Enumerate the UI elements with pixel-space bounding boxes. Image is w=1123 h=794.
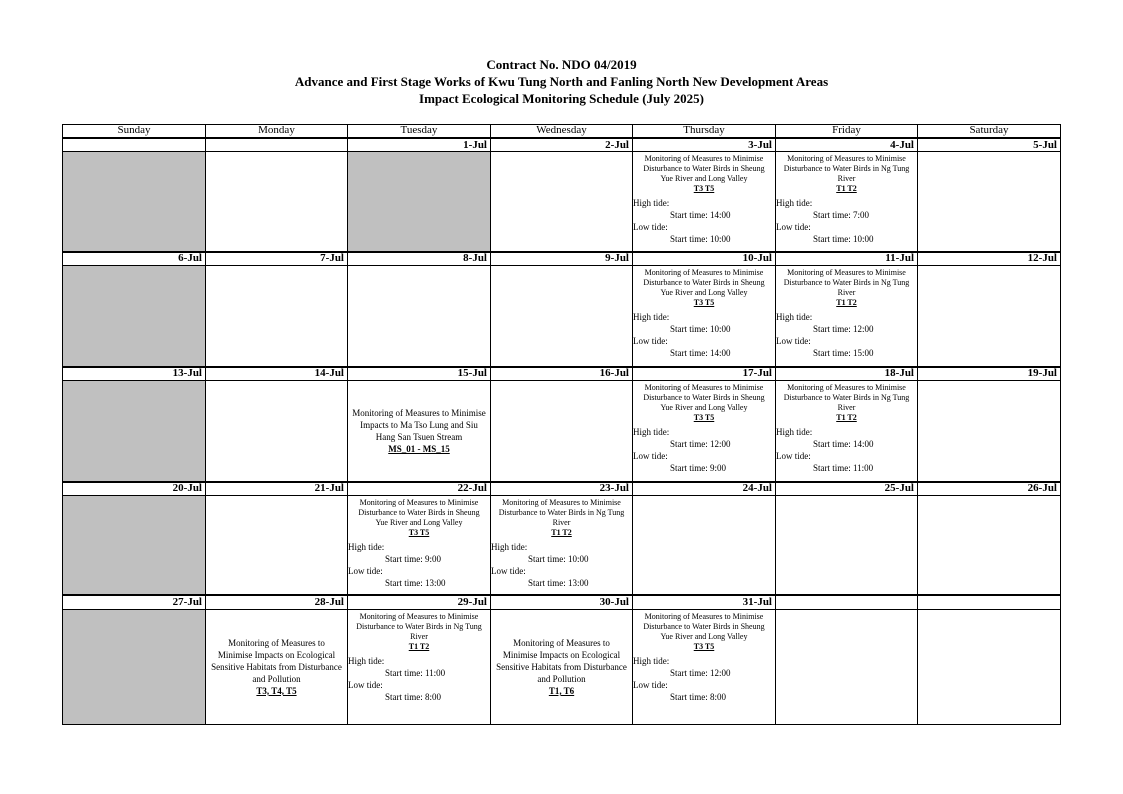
date-number: 24-Jul bbox=[633, 482, 776, 496]
start-time-prefix: Start time: bbox=[385, 691, 425, 702]
date-number: 9-Jul bbox=[491, 252, 633, 266]
calendar-body bbox=[63, 138, 1061, 725]
day-cell-shaded bbox=[63, 266, 206, 367]
day-cell bbox=[491, 266, 633, 367]
start-time-prefix: Start time: bbox=[528, 553, 568, 564]
day-cell bbox=[348, 609, 491, 724]
start-time-value: 14:00 bbox=[710, 210, 731, 221]
transect-group: T1 T2 bbox=[836, 298, 857, 308]
week-row bbox=[63, 266, 1061, 367]
activity-title: Monitoring of Measures to Minimise Disturbance to Water Birds in Ng Tung River bbox=[356, 611, 482, 641]
transect-group: T1 T2 bbox=[836, 412, 857, 422]
day-cell bbox=[776, 495, 918, 595]
high-tide-start-time bbox=[633, 209, 775, 221]
start-time-value: 10:00 bbox=[568, 553, 589, 564]
date-row bbox=[63, 595, 1061, 609]
date-number: 15-Jul bbox=[348, 367, 491, 381]
high-tide-start-time bbox=[348, 667, 490, 679]
date-number: 14-Jul bbox=[206, 367, 348, 381]
activity-title: Monitoring of Measures to Minimise Disturbance to Water Birds in Ng Tung River bbox=[498, 497, 625, 527]
high-tide-start-time bbox=[776, 323, 917, 335]
week-row bbox=[63, 495, 1061, 595]
day-cell-shaded bbox=[63, 380, 206, 481]
date-number bbox=[776, 595, 918, 609]
start-time-prefix: Start time: bbox=[670, 324, 710, 335]
activity-title: Monitoring of Measures to Minimise Disturbance to Water Birds in Sheung Yue River and Long Valley bbox=[358, 497, 480, 527]
date-number: 21-Jul bbox=[206, 482, 348, 496]
start-time-value: 11:00 bbox=[425, 667, 446, 678]
low-tide-label: Low tide: bbox=[776, 222, 811, 233]
high-tide-label: High tide: bbox=[633, 312, 670, 323]
low-tide-start-time bbox=[776, 462, 917, 474]
transect-group: T1 T2 bbox=[551, 527, 572, 537]
start-time-value: 12:00 bbox=[710, 667, 731, 678]
high-tide-label: High tide: bbox=[776, 426, 813, 437]
day-cell bbox=[776, 380, 918, 481]
start-time-value: 13:00 bbox=[425, 577, 446, 588]
start-time-value: 7:00 bbox=[853, 210, 870, 221]
day-cell bbox=[491, 152, 633, 252]
site-group: T3, T4, T5 bbox=[256, 685, 297, 696]
start-time-prefix: Start time: bbox=[385, 667, 425, 678]
week-row bbox=[63, 380, 1061, 481]
transect-group: T1 T2 bbox=[408, 641, 430, 651]
start-time-prefix: Start time: bbox=[813, 234, 853, 245]
day-cell bbox=[206, 609, 348, 724]
start-time-prefix: Start time: bbox=[670, 234, 710, 245]
start-time-prefix: Start time: bbox=[813, 438, 853, 449]
high-tide-label: High tide: bbox=[348, 541, 385, 552]
project-title: Advance and First Stage Works of Kwu Tung North and Fanling North New Development Areas bbox=[294, 74, 829, 89]
start-time-value: 9:00 bbox=[710, 462, 727, 473]
transect-group: T3 T5 bbox=[693, 412, 715, 422]
activity-title: Monitoring of Measures to Minimise Impacts to Ma Tso Lung and Siu Hang San Tsuen Stream bbox=[352, 407, 486, 442]
start-time-prefix: Start time: bbox=[528, 577, 568, 588]
activity-title: Monitoring of Measures to Minimise Disturbance to Water Birds in Sheung Yue River and Long Valley bbox=[643, 611, 765, 641]
day-cell bbox=[206, 380, 348, 481]
low-tide-label: Low tide: bbox=[776, 336, 811, 347]
activity-title: Monitoring of Measures to Minimise Disturbance to Water Birds in Sheung Yue River and Long Valley bbox=[643, 382, 765, 412]
activity-block bbox=[348, 496, 490, 538]
low-tide-label: Low tide: bbox=[348, 565, 383, 576]
start-time-prefix: Start time: bbox=[670, 438, 710, 449]
low-tide-label: Low tide: bbox=[776, 450, 811, 461]
day-cell bbox=[348, 495, 491, 595]
activity-block bbox=[206, 637, 347, 697]
high-tide-start-time bbox=[491, 553, 632, 565]
date-number: 6-Jul bbox=[63, 252, 206, 266]
low-tide-start-time bbox=[348, 577, 490, 589]
date-number: 20-Jul bbox=[63, 482, 206, 496]
date-row bbox=[63, 252, 1061, 266]
day-cell bbox=[206, 152, 348, 252]
activity-title: Monitoring of Measures to Minimise Disturbance to Water Birds in Sheung Yue River and Long Valley bbox=[643, 268, 765, 298]
start-time-value: 10:00 bbox=[710, 324, 731, 335]
weekday-thursday: Thursday bbox=[633, 125, 776, 139]
weekday-tuesday: Tuesday bbox=[348, 125, 491, 139]
date-number: 8-Jul bbox=[348, 252, 491, 266]
high-tide-start-time bbox=[348, 553, 490, 565]
start-time-value: 10:00 bbox=[710, 234, 731, 245]
weekday-header-row bbox=[63, 125, 1061, 139]
day-cell bbox=[918, 609, 1061, 724]
activity-block bbox=[633, 381, 775, 423]
day-cell bbox=[491, 495, 633, 595]
activity-title: Monitoring of Measures to Minimise Impacts on Ecological Sensitive Habitats from Disturbance and Pollution bbox=[496, 637, 627, 684]
start-time-prefix: Start time: bbox=[813, 348, 853, 359]
activity-block bbox=[776, 266, 917, 308]
date-number: 23-Jul bbox=[491, 482, 633, 496]
day-cell bbox=[633, 380, 776, 481]
date-row bbox=[63, 482, 1061, 496]
day-cell bbox=[206, 495, 348, 595]
transect-group: T3 T5 bbox=[408, 527, 430, 537]
day-cell bbox=[776, 609, 918, 724]
high-tide-label: High tide: bbox=[633, 655, 670, 666]
day-cell-shaded bbox=[63, 152, 206, 252]
date-number: 10-Jul bbox=[633, 252, 776, 266]
high-tide-label: High tide: bbox=[776, 312, 813, 323]
date-number: 26-Jul bbox=[918, 482, 1061, 496]
date-number: 31-Jul bbox=[633, 595, 776, 609]
contract-title: Contract No. NDO 04/2019 bbox=[486, 57, 637, 72]
date-number: 4-Jul bbox=[776, 138, 918, 152]
calendar-table bbox=[62, 124, 1061, 725]
start-time-prefix: Start time: bbox=[385, 553, 425, 564]
low-tide-label: Low tide: bbox=[633, 336, 668, 347]
day-cell bbox=[776, 266, 918, 367]
low-tide-label: Low tide: bbox=[491, 565, 526, 576]
date-number: 17-Jul bbox=[633, 367, 776, 381]
low-tide-start-time bbox=[633, 691, 775, 703]
activity-block bbox=[633, 152, 775, 194]
start-time-value: 11:00 bbox=[853, 462, 874, 473]
activity-title: Monitoring of Measures to Minimise Disturbance to Water Birds in Ng Tung River bbox=[783, 268, 910, 298]
start-time-prefix: Start time: bbox=[670, 462, 710, 473]
date-number bbox=[918, 595, 1061, 609]
transect-group: T3 T5 bbox=[693, 298, 715, 308]
start-time-value: 8:00 bbox=[710, 691, 727, 702]
high-tide-start-time bbox=[633, 438, 775, 450]
date-number: 2-Jul bbox=[491, 138, 633, 152]
date-number: 11-Jul bbox=[776, 252, 918, 266]
start-time-prefix: Start time: bbox=[670, 667, 710, 678]
low-tide-start-time bbox=[633, 462, 775, 474]
activity-title: Monitoring of Measures to Minimise Disturbance to Water Birds in Ng Tung River bbox=[783, 382, 910, 412]
low-tide-start-time bbox=[491, 577, 632, 589]
day-cell bbox=[918, 495, 1061, 595]
date-number: 5-Jul bbox=[918, 138, 1061, 152]
weekday-sunday: Sunday bbox=[63, 125, 206, 139]
start-time-value: 8:00 bbox=[425, 691, 442, 702]
activity-block bbox=[776, 381, 917, 423]
weekday-monday: Monday bbox=[206, 125, 348, 139]
schedule-title: Impact Ecological Monitoring Schedule (July 2025) bbox=[419, 91, 704, 106]
date-number: 27-Jul bbox=[63, 595, 206, 609]
low-tide-label: Low tide: bbox=[633, 679, 668, 690]
start-time-prefix: Start time: bbox=[670, 691, 710, 702]
day-cell bbox=[918, 152, 1061, 252]
start-time-prefix: Start time: bbox=[670, 348, 710, 359]
high-tide-label: High tide: bbox=[633, 198, 670, 209]
start-time-prefix: Start time: bbox=[813, 210, 853, 221]
week-row bbox=[63, 152, 1061, 252]
start-time-value: 12:00 bbox=[853, 324, 874, 335]
date-number: 16-Jul bbox=[491, 367, 633, 381]
low-tide-label: Low tide: bbox=[633, 222, 668, 233]
date-number: 3-Jul bbox=[633, 138, 776, 152]
low-tide-start-time bbox=[348, 691, 490, 703]
high-tide-label: High tide: bbox=[776, 198, 813, 209]
day-cell bbox=[491, 380, 633, 481]
activity-block bbox=[633, 266, 775, 308]
start-time-value: 13:00 bbox=[568, 577, 589, 588]
date-number: 19-Jul bbox=[918, 367, 1061, 381]
date-number: 22-Jul bbox=[348, 482, 491, 496]
high-tide-label: High tide: bbox=[491, 541, 528, 552]
date-number bbox=[206, 138, 348, 152]
weekday-saturday: Saturday bbox=[918, 125, 1061, 139]
day-cell bbox=[776, 152, 918, 252]
start-time-value: 14:00 bbox=[710, 348, 731, 359]
activity-block bbox=[633, 610, 775, 652]
site-group: MS_01 - MS_15 bbox=[388, 443, 450, 454]
transect-group: T3 T5 bbox=[693, 184, 715, 194]
weekday-wednesday: Wednesday bbox=[491, 125, 633, 139]
low-tide-start-time bbox=[776, 347, 917, 359]
day-cell bbox=[206, 266, 348, 367]
activity-title: Monitoring of Measures to Minimise Impacts on Ecological Sensitive Habitats from Disturbance and Pollution bbox=[211, 637, 342, 684]
day-cell-shaded bbox=[348, 152, 491, 252]
day-cell bbox=[633, 266, 776, 367]
activity-title: Monitoring of Measures to Minimise Disturbance to Water Birds in Sheung Yue River and Long Valley bbox=[643, 154, 765, 184]
low-tide-start-time bbox=[633, 347, 775, 359]
day-cell bbox=[918, 266, 1061, 367]
start-time-value: 10:00 bbox=[853, 234, 874, 245]
date-number: 28-Jul bbox=[206, 595, 348, 609]
date-row bbox=[63, 367, 1061, 381]
date-number bbox=[63, 138, 206, 152]
low-tide-start-time bbox=[776, 233, 917, 245]
start-time-value: 15:00 bbox=[853, 348, 874, 359]
day-cell-shaded bbox=[63, 495, 206, 595]
date-number: 12-Jul bbox=[918, 252, 1061, 266]
site-group: T1, T6 bbox=[548, 685, 575, 696]
day-cell bbox=[348, 266, 491, 367]
start-time-prefix: Start time: bbox=[813, 324, 853, 335]
activity-block bbox=[776, 152, 917, 194]
day-cell bbox=[918, 380, 1061, 481]
day-cell bbox=[633, 152, 776, 252]
day-cell bbox=[633, 609, 776, 724]
transect-group: T1 T2 bbox=[836, 184, 857, 194]
day-cell-shaded bbox=[63, 609, 206, 724]
date-number: 18-Jul bbox=[776, 367, 918, 381]
date-number: 7-Jul bbox=[206, 252, 348, 266]
transect-group: T3 T5 bbox=[693, 641, 715, 651]
start-time-value: 12:00 bbox=[710, 438, 731, 449]
start-time-prefix: Start time: bbox=[813, 462, 853, 473]
start-time-value: 9:00 bbox=[425, 553, 442, 564]
weekday-friday: Friday bbox=[776, 125, 918, 139]
start-time-prefix: Start time: bbox=[385, 577, 425, 588]
activity-block bbox=[348, 407, 490, 455]
low-tide-label: Low tide: bbox=[348, 679, 383, 690]
low-tide-start-time bbox=[633, 233, 775, 245]
activity-block bbox=[491, 637, 632, 697]
date-number: 1-Jul bbox=[348, 138, 491, 152]
start-time-prefix: Start time: bbox=[670, 210, 710, 221]
day-cell bbox=[491, 609, 633, 724]
high-tide-start-time bbox=[776, 438, 917, 450]
high-tide-start-time bbox=[633, 667, 775, 679]
date-number: 29-Jul bbox=[348, 595, 491, 609]
day-cell bbox=[633, 495, 776, 595]
low-tide-label: Low tide: bbox=[633, 450, 668, 461]
date-row bbox=[63, 138, 1061, 152]
activity-title: Monitoring of Measures to Minimise Disturbance to Water Birds in Ng Tung River bbox=[783, 154, 910, 184]
start-time-value: 14:00 bbox=[853, 438, 874, 449]
week-row bbox=[63, 609, 1061, 724]
activity-block bbox=[348, 610, 490, 652]
activity-block bbox=[491, 496, 632, 538]
date-number: 30-Jul bbox=[491, 595, 633, 609]
date-number: 25-Jul bbox=[776, 482, 918, 496]
high-tide-start-time bbox=[633, 323, 775, 335]
high-tide-label: High tide: bbox=[348, 655, 385, 666]
date-number: 13-Jul bbox=[63, 367, 206, 381]
high-tide-start-time bbox=[776, 209, 917, 221]
day-cell bbox=[348, 380, 491, 481]
high-tide-label: High tide: bbox=[633, 426, 670, 437]
